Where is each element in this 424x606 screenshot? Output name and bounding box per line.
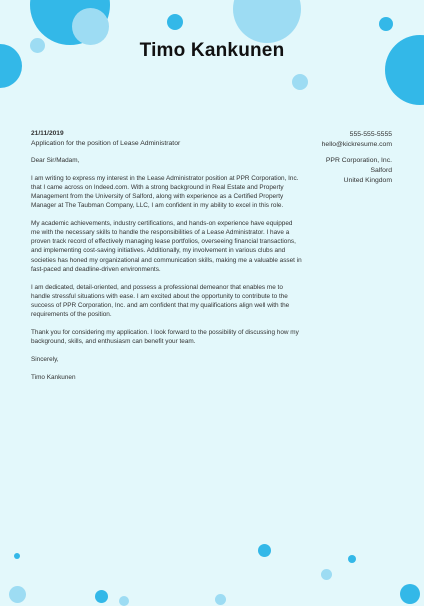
email-address: hello@kickresume.com: [321, 141, 392, 148]
decorative-circle: [379, 17, 393, 31]
decorative-circle: [9, 586, 26, 603]
paragraph: I am dedicated, detail-oriented, and possess a professional demeanor that enables me to handle stressful situations with ease. I am excited about the opportunity to contribute to the success of PPR Corporation, Inc. and am confident that my qualifications align well with the requirements of the position.: [31, 283, 290, 318]
decorative-circle: [119, 596, 129, 606]
decorative-circle: [348, 555, 356, 563]
recipient-city: Salford: [370, 167, 392, 174]
letter-body: [31, 156, 303, 391]
letter-subject: Application for the position of Lease Administrator: [31, 140, 181, 147]
greeting: Dear Sir/Madam,: [31, 157, 80, 164]
decorative-circle: [292, 74, 308, 90]
recipient-country: United Kingdom: [343, 177, 392, 184]
closing: Sincerely,: [31, 356, 59, 364]
paragraph: My academic achievements, industry certifications, and hands-on experience have equipped me with the necessary skills to handle the responsibilities of a Lease Administrator. I have a proven track record of effectively managing lease portfolios, overseeing financial transactions, and implementing cost-saving initiatives. Additionally, my involvement in various clubs and societies has honed my organizational and communication skills, making me a valuable asset in fast-paced and deadline-driven environments.: [31, 220, 302, 273]
decorative-circle: [321, 569, 332, 580]
phone-number: 555-555-5555: [349, 131, 392, 138]
paragraph: I am writing to express my interest in the Lease Administrator position at PPR Corporation, Inc. that I came across on Indeed.com. With a strong background in Real Estate and Property Management from the University of Salford, along with experience as a Certified Property Manager at The Taubman Company, LLC, I am confident in my ability to excel in this role.: [31, 175, 299, 210]
applicant-name: Timo Kankunen: [139, 40, 285, 61]
contact-block: [322, 130, 392, 186]
signature: Timo Kankunen: [31, 374, 76, 382]
paragraph: Thank you for considering my application. I look forward to the possibility of discussing how my background, skills, and enthusiasm can benefit your team.: [31, 328, 299, 345]
letter-date: 21/11/2019: [31, 130, 64, 137]
recipient-company: PPR Corporation, Inc.: [325, 157, 392, 164]
decorative-circle: [167, 14, 183, 30]
decorative-circle: [400, 584, 420, 604]
decorative-circle: [258, 544, 271, 557]
decorative-circle: [233, 0, 301, 43]
decorative-circle: [14, 553, 20, 559]
decorative-circle: [95, 590, 108, 603]
